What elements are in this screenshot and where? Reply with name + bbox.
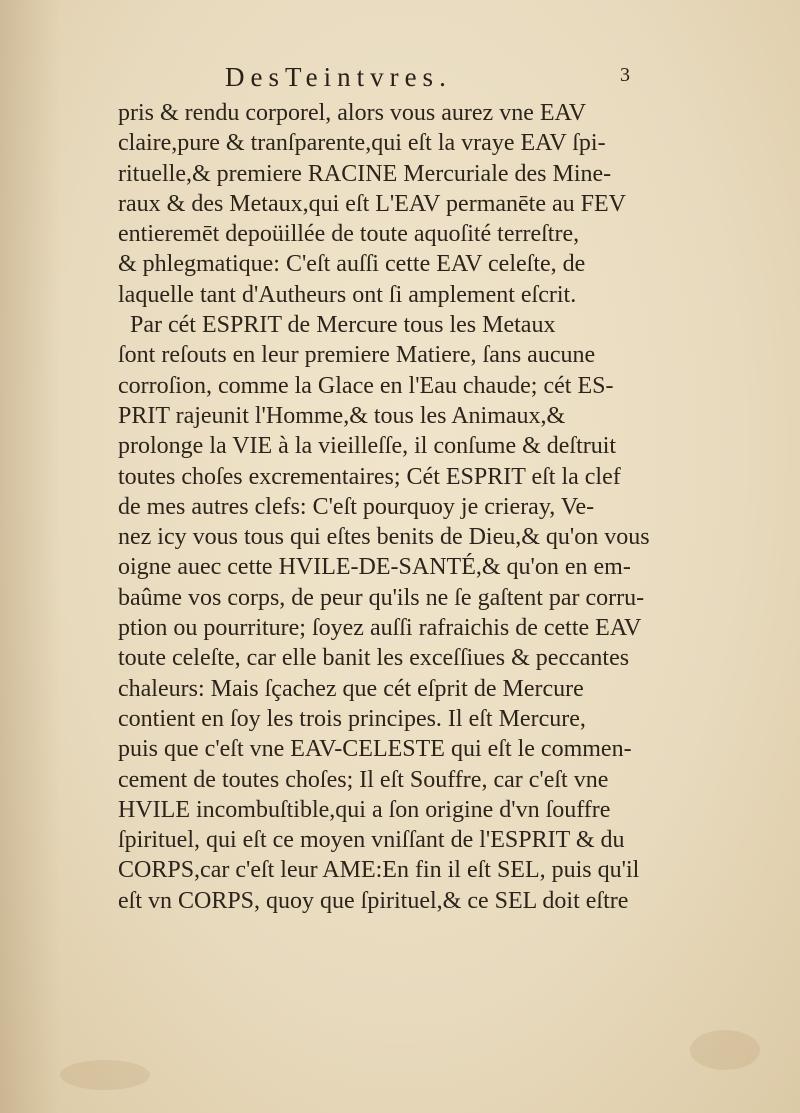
text-line: chaleurs: Mais ſçachez que cét eſprit de Mercure xyxy=(118,675,584,702)
text-line: de mes autres clefs: C'eſt pourquoy je crieray, Ve- xyxy=(118,493,595,520)
text-line: laquelle tant d'Autheurs ont ſi amplement eſcrit. xyxy=(118,281,577,308)
text-line: contient en ſoy les trois principes. Il eſt Mercure, xyxy=(118,705,586,732)
text-line: rituelle,& premiere RACINE Mercuriale des Mine- xyxy=(118,160,612,187)
text-line: toutes choſes excrementaires; Cét ESPRIT eſt la clef xyxy=(118,463,621,490)
text-line: CORPS,car c'eſt leur AME:En fin il eſt SEL, puis qu'il xyxy=(118,857,640,884)
text-line: HVILE incombuſtible,qui a ſon origine d'vn ſouffre xyxy=(118,796,611,823)
text-line: ſont reſouts en leur premiere Matiere, ſans aucune xyxy=(118,342,596,369)
text-line: nez icy vous tous qui eſtes benits de Dieu,& qu'on vous xyxy=(118,524,650,551)
text-line: baûme vos corps, de peur qu'ils ne ſe gaſtent par corru- xyxy=(118,584,645,611)
text-line: puis que c'eſt vne EAV-CELESTE qui eſt le commen- xyxy=(118,736,632,763)
running-title: DesTeintvres. xyxy=(225,62,452,92)
paper-stain xyxy=(690,1030,760,1070)
text-line: oigne auec cette HVILE-DE-SANTÉ,& qu'on en em- xyxy=(118,554,631,581)
text-line: ption ou pourriture; ſoyez auſſi rafraichis de cette EAV xyxy=(118,615,642,642)
text-line: cement de toutes choſes; Il eſt Souffre, car c'eſt vne xyxy=(118,766,609,793)
page-number: 3 xyxy=(620,64,630,86)
page-header xyxy=(0,62,800,96)
text-line: toute celeſte, car elle banit les exceſſiues & peccantes xyxy=(118,645,630,672)
text-body xyxy=(118,98,698,916)
text-line: entieremēt depoüillée de toute aquoſité terreſtre, xyxy=(118,221,580,248)
text-line: corroſion, comme la Glace en l'Eau chaude; cét ES- xyxy=(118,372,614,399)
text-line: pris & rendu corporel, alors vous aurez vne EAV xyxy=(118,100,587,126)
text-line: raux & des Metaux,qui eſt L'EAV permanēte au FEV xyxy=(118,190,626,217)
text-line: PRIT rajeunit l'Homme,& tous les Animaux,& xyxy=(118,402,566,429)
text-line: claire,pure & tranſparente,qui eſt la vraye EAV ſpi- xyxy=(118,130,606,157)
text-line: eſt vn CORPS, quoy que ſpirituel,& ce SEL doit eſtre xyxy=(118,887,629,914)
paper-stain xyxy=(60,1060,150,1090)
text-line: & phlegmatique: C'eſt auſſi cette EAV celeſte, de xyxy=(118,251,586,278)
text-line: prolonge la VIE à la vieilleſſe, il conſume & deſtruit xyxy=(118,433,617,460)
text-line: Par cét ESPRIT de Mercure tous les Metaux xyxy=(130,312,556,339)
text-line: ſpirituel, qui eſt ce moyen vniſſant de l'ESPRIT & du xyxy=(118,827,625,854)
page-fold-shadow xyxy=(0,0,60,1113)
